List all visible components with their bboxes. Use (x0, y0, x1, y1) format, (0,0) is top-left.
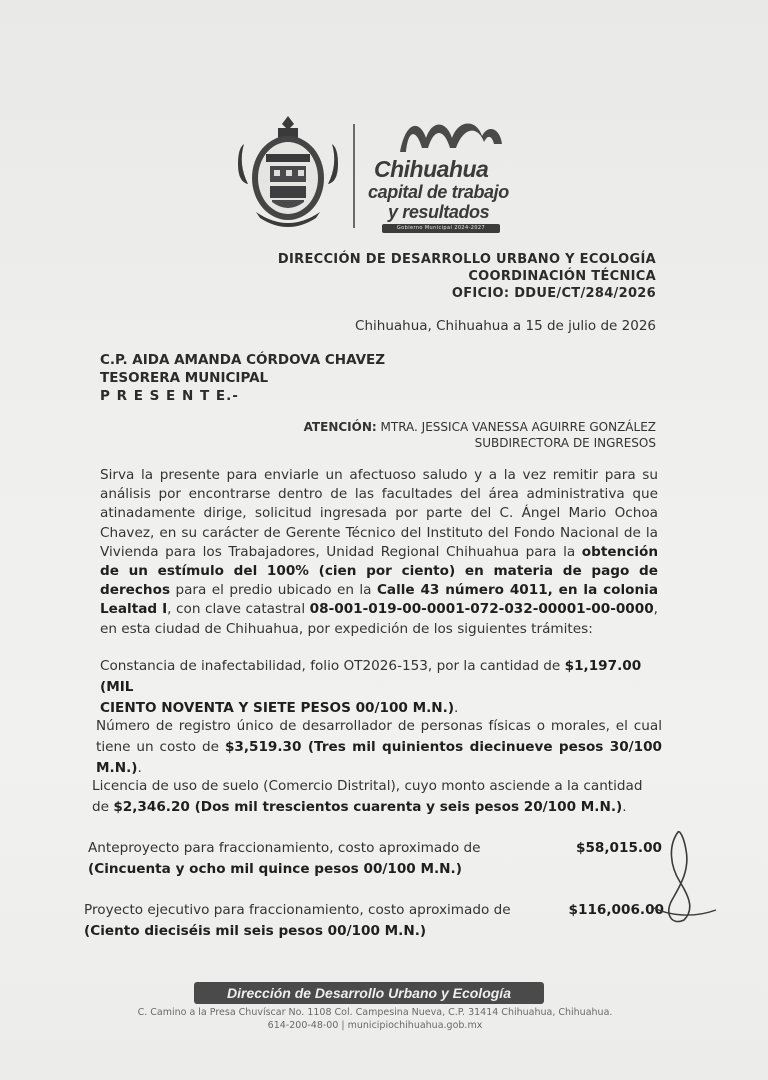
intro-paragraph (100, 466, 658, 639)
attention-line (304, 420, 656, 434)
item-amount-words: CIENTO NOVENTA Y SIETE PESOS 00/100 M.N.) (100, 700, 455, 716)
document-date: Chihuahua, Chihuahua a 15 de julio de 2026 (355, 318, 656, 334)
addressee-presente: P R E S E N T E.- (100, 388, 239, 404)
item-amount: $116,006.00 (568, 902, 664, 918)
brand-badge: Gobierno Municipal 2024-2027 (382, 224, 500, 233)
office-coordination: COORDINACIÓN TÉCNICA (468, 269, 656, 284)
brand-name: Chihuahua (374, 156, 489, 182)
item-amount: $2,346.20 (Dos mil trescientos cuarenta y seis pesos 20/100 M.N.) (113, 799, 623, 815)
intro-text-4: , en esta ciudad de Chihuahua, por expedición de los siguientes trámites: (100, 601, 658, 637)
item-tail: . (622, 799, 627, 815)
addressee-title: TESORERA MUNICIPAL (100, 370, 269, 386)
footer-contact: 614-200-48-00 | municipiochihuahua.gob.mx (267, 1020, 483, 1031)
intro-text-3: , con clave catastral (167, 601, 310, 618)
list-item (88, 838, 662, 880)
list-item (100, 656, 660, 719)
item-amount: $1,197.00 (MIL (100, 658, 642, 695)
intro-text-2: para el predio ubicado en la (170, 582, 377, 599)
intro-bold-3: 08-001-019-00-0001-072-032-00001-00-0000 (309, 601, 654, 618)
office-department: DIRECCIÓN DE DESARROLLO URBANO Y ECOLOGÍA (277, 252, 656, 267)
addressee-name: C.P. AIDA AMANDA CÓRDOVA CHAVEZ (100, 352, 386, 368)
item-text: Constancia de inafectabilidad, folio OT2026-153, por la cantidad de (100, 658, 565, 674)
coat-of-arms-seal (236, 114, 340, 230)
list-item (84, 900, 664, 942)
item-text: Número de registro único de desarrollador de personas físicas o morales, el cual tiene un costo de (96, 718, 662, 755)
list-item (96, 716, 662, 779)
item-text: Proyecto ejecutivo para fraccionamiento, costo aproximado de (84, 902, 511, 918)
mountains-logo-icon (396, 114, 506, 154)
intro-bold-1: obtención de un estímulo del 100% (cien por ciento) en materia de pago de derechos (100, 543, 658, 599)
footer-department-bar: Dirección de Desarrollo Urbano y Ecología (194, 982, 544, 1004)
office-number: OFICIO: DDUE/CT/284/2026 (451, 286, 656, 301)
attention-title: SUBDIRECTORA DE INGRESOS (474, 436, 656, 450)
footer-address: C. Camino a la Presa Chuvíscar No. 1108 Col. Campesina Nueva, C.P. 31414 Chihuahua, Chihuahua. (137, 1007, 613, 1018)
attention-label: ATENCIÓN: (303, 420, 377, 434)
municipal-brand-logo (366, 114, 516, 238)
handwritten-signature (650, 826, 720, 926)
attention-name: MTRA. JESSICA VANESSA AGUIRRE GONZÁLEZ (380, 420, 656, 434)
brand-slogan-line2: y resultados (388, 202, 490, 222)
list-item (92, 776, 662, 818)
header-divider (353, 124, 355, 228)
item-amount: $3,519.30 (Tres mil quinientos diecinueve pesos 30/100 M.N.) (96, 739, 662, 776)
intro-text-1: Sirva la presente para enviarle un afectuoso saludo y a la vez remitir para su análisis por encontrarse dentro de las facultades del área administrativa que atinadamente dirige, solicitud ingresada por parte del C. Ángel Mario Ochoa Chavez, en su carácter de Gerente Técnico del Instituto del Fondo Nacional de la Vivienda para los Trabajadores, Unidad Regional Chihuahua para la (100, 467, 658, 560)
item-amount: $58,015.00 (576, 840, 662, 856)
brand-slogan-line1: capital de trabajo (368, 182, 509, 202)
item-tail: . (137, 760, 142, 776)
item-amount-words: (Cincuenta y ocho mil quince pesos 00/100 M.N.) (88, 861, 462, 877)
item-text: Anteproyecto para fraccionamiento, costo aproximado de (88, 840, 481, 856)
item-amount-words: (Ciento dieciséis mil seis pesos 00/100 M.N.) (84, 923, 427, 939)
intro-bold-2: Calle 43 número 4011, en la colonia Lealtad I (100, 582, 658, 618)
item-tail: . (454, 700, 459, 716)
item-text: Licencia de uso de suelo (Comercio Distrital), cuyo monto asciende a la cantidad de (92, 778, 643, 815)
